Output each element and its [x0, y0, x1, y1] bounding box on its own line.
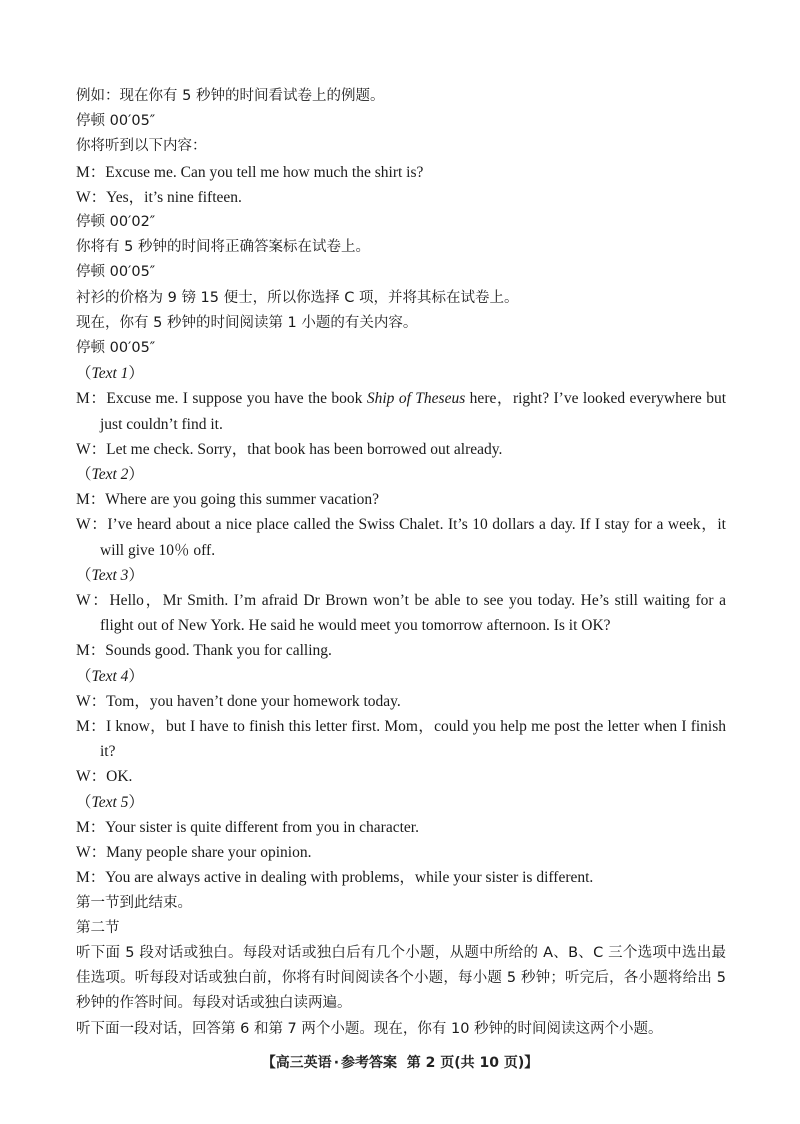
pause-marker: 停顿 00′05″ — [76, 264, 156, 281]
text-3-dialogue-w: W：Hello，Mr Smith. I’m afraid Dr Brown won’t be able to see you today. He’s still waiting for a flight out of New York. He said he would meet you tomorrow afternoon. Is it OK? — [76, 592, 726, 635]
text-5-dialogue-w: W：Many people share your opinion. — [76, 844, 312, 862]
section-2-heading: 第二节 — [76, 919, 120, 936]
page-number: 第 2 页(共 10 页) — [406, 1055, 525, 1071]
pause-marker: 停顿 00′05″ — [76, 113, 156, 130]
section-1-end: 第一节到此结束。 — [76, 894, 192, 911]
text-2-dialogue-w: W：I’ve heard about a nice place called the Swiss Chalet. It’s 10 dollars a day. If I stay for a week，it will give 10％ off. — [76, 516, 726, 559]
text-2-heading: （Text 2） — [76, 466, 144, 484]
document-body — [76, 84, 726, 1042]
answer-instruction: 你将有 5 秒钟的时间将正确答案标在试卷上。 — [76, 239, 370, 256]
example-dialogue-m: M：Excuse me. Can you tell me how much the shirt is? — [76, 163, 424, 181]
text-1-heading: （Text 1） — [76, 365, 144, 383]
page-footer: 【高三英语 · 参考答案 第 2 页(共 10 页)】 — [261, 1055, 539, 1071]
text-1-dialogue-m: M：Excuse me. I suppose you have the book Ship of Theseus here，right? I’ve looked everywhere but just couldn’t find it. — [76, 390, 727, 433]
text-5-dialogue-m: M：Your sister is quite different from you in character. — [76, 818, 419, 836]
text-3-heading: （Text 3） — [76, 566, 144, 584]
pause-marker: 停顿 00′05″ — [76, 340, 156, 357]
footer-subject: 高三英语 — [275, 1055, 332, 1071]
footer-doc-type: 参考答案 — [341, 1055, 398, 1071]
next-dialogue-instruction: 听下面一段对话，回答第 6 和第 7 两个小题。现在，你有 10 秒钟的时间阅读这两个小题。 — [76, 1020, 663, 1037]
text-4-heading: （Text 4） — [76, 667, 144, 685]
text-5-heading: （Text 5） — [76, 793, 144, 811]
reading-instruction: 现在，你有 5 秒钟的时间阅读第 1 小题的有关内容。 — [76, 314, 418, 331]
text-4-dialogue-w: W：Tom，you haven’t done your homework today. — [76, 692, 401, 710]
text-3-dialogue-m: M：Sounds good. Thank you for calling. — [76, 642, 332, 660]
section-2-instructions: 听下面 5 段对话或独白。每段对话或独白后有几个小题，从题中所给的 A、B、C 三个选项中选出最佳选项。听每段对话或独白前，你将有时间阅读各个小题，每小题 5 秒钟；听完后，各小题将给出 5 秒钟的作答时间。每段对话或独白读两遍。 — [76, 944, 726, 1012]
listen-intro: 你将听到以下内容： — [76, 138, 207, 155]
example-dialogue-w: W：Yes，it’s nine fifteen. — [76, 188, 242, 206]
pause-marker: 停顿 00′02″ — [76, 214, 156, 231]
example-explanation: 衬衫的价格为 9 镑 15 便士，所以你选择 C 项，并将其标在试卷上。 — [76, 289, 519, 306]
example-instruction: 例如：现在你有 5 秒钟的时间看试卷上的例题。 — [76, 88, 385, 104]
book-title: Ship of Theseus — [366, 390, 466, 408]
text-4-dialogue-w-reply: W：OK. — [76, 768, 133, 786]
text-2-dialogue-m: M：Where are you going this summer vacation? — [76, 491, 380, 509]
text-1-dialogue-w: W：Let me check. Sorry，that book has been borrowed out already. — [76, 440, 503, 458]
text-4-dialogue-m: M：I know，but I have to finish this letter first. Mom，could you help me post the letter when I finish it? — [76, 718, 726, 761]
text-5-dialogue-m-reply: M：You are always active in dealing with problems，while your sister is different. — [76, 869, 594, 887]
